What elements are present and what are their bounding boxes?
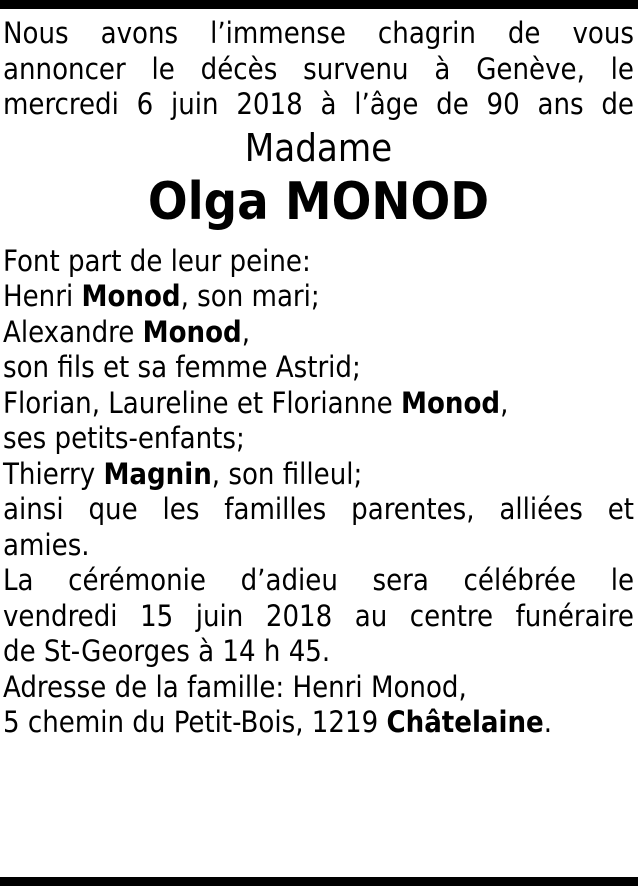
- intro-line: mercredi 6 juin 2018 à l’âge de 90 ans de: [3, 87, 634, 121]
- bottom-border: [0, 877, 638, 886]
- obituary-notice: [3, 16, 634, 741]
- surname: Monod: [81, 279, 181, 313]
- surname: Magnin: [103, 456, 212, 491]
- surname: Monod: [401, 385, 501, 420]
- address-city: Châtelaine: [386, 705, 544, 739]
- relation-line: ses petits-enfants;: [3, 421, 245, 455]
- address-line: Adresse de la famille: Henri Monod,: [3, 669, 467, 704]
- families-line: ainsi que les familles parentes, alliées et: [3, 492, 634, 526]
- relation-line: son fils et sa femme Astrid;: [3, 350, 361, 384]
- intro-line: annoncer le décès survenu à Genève, le: [3, 51, 634, 86]
- ceremony-line: La cérémonie d’adieu sera célébrée le: [3, 563, 634, 597]
- mourner-line: Henri Monod, son mari;: [3, 279, 320, 313]
- mourner-line: Alexandre Monod,: [3, 314, 250, 349]
- mourner-line: Florian, Laureline et Florianne Monod,: [3, 385, 509, 420]
- honorific: Madame: [244, 125, 393, 170]
- mourner-line: Thierry Magnin, son filleul;: [3, 456, 363, 491]
- ceremony-line: de St-Georges à 14 h 45.: [3, 634, 331, 668]
- top-border: [0, 0, 638, 9]
- surname: Monod: [142, 314, 242, 349]
- families-line: amies.: [3, 527, 90, 562]
- intro-paragraph: [3, 16, 634, 123]
- intro-line: Nous avons l’immense chagrin de vous: [3, 16, 634, 50]
- ceremony-line: vendredi 15 juin 2018 au centre funéraire: [3, 598, 634, 633]
- address-line: 5 chemin du Petit-Bois, 1219 Châtelaine.: [3, 705, 553, 739]
- deceased-name: Olga MONOD: [147, 171, 490, 232]
- mourners-heading: Font part de leur peine:: [3, 243, 311, 278]
